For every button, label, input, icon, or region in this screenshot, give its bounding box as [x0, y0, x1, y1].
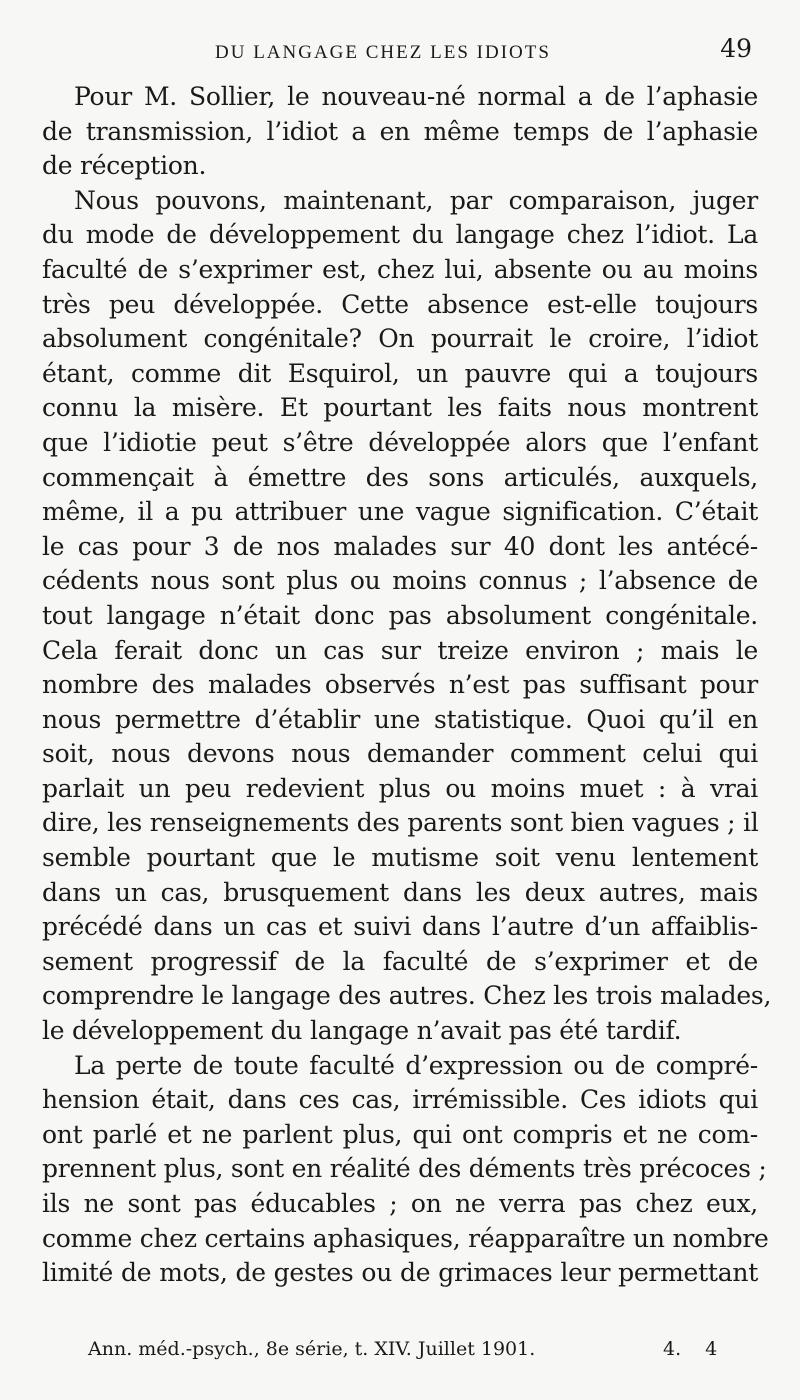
journal-reference: Ann. méd.-psych., 8e série, t. XIV. Juillet 1901. [88, 1338, 536, 1360]
text-line: étant, comme dit Esquirol, un pauvre qui a toujours [42, 358, 758, 388]
text-line: de transmission, l’idiot a en même temps de l’aphasie [42, 116, 758, 146]
text-line: nombre des malades observés n’est pas suffisant pour [42, 670, 758, 700]
text-line: soit, nous devons nous demander comment celui qui [42, 739, 758, 769]
text-line: ont parlé et ne parlent plus, qui ont compris et ne com- [42, 1119, 758, 1149]
text-line: ils ne sont pas éducables ; on ne verra pas chez eux, [42, 1189, 758, 1218]
page-number: 49 [720, 34, 752, 63]
text-line: Pour M. Sollier, le nouveau-né normal a de l’aphasie [74, 82, 758, 111]
text-line: dans un cas, brusquement dans les deux autres, mais [42, 877, 758, 907]
text-line: de réception. [42, 151, 207, 181]
text-line: absolument congénitale? On pourrait le croire, l’idiot [42, 324, 758, 354]
text-line: le développement du langage n’avait pas été tardif. [42, 1016, 682, 1046]
text-line: parlait un peu redevient plus ou moins muet : à vrai [42, 773, 758, 803]
text-line: le cas pour 3 de nos malades sur 40 dont les antécé- [42, 531, 758, 561]
text-line: nous permettre d’établir une statistique. Quoi qu’il en [42, 704, 758, 734]
text-line: La perte de toute faculté d’expression ou de compré- [74, 1050, 758, 1080]
text-line: Nous pouvons, maintenant, par comparaison, juger [74, 185, 758, 215]
text-line: comme chez certains aphasiques, réapparaître un nombre [42, 1223, 769, 1253]
paragraph [42, 1049, 769, 1291]
text-line: commençait à émettre des sons articulés, auxquels, [42, 462, 758, 492]
signature-mark: 4. 4 [663, 1338, 718, 1360]
paragraph [42, 80, 758, 184]
text-line: Cela ferait donc un cas sur treize environ ; mais le [42, 635, 758, 665]
text-line: comprendre le langage des autres. Chez les trois malades, [42, 981, 772, 1011]
text-line: hension était, dans ces cas, irrémissible. Ces idiots qui [42, 1085, 758, 1115]
text-line: semble pourtant que le mutisme soit venu lentement [42, 843, 758, 873]
text-line: du mode de développement du langage chez l’idiot. La [42, 220, 758, 250]
text-line: que l’idiotie peut s’être développée alors que l’enfant [42, 427, 758, 457]
page-footer [0, 1334, 800, 1370]
text-line: prennent plus, sont en réalité des déments très précoces ; [42, 1154, 767, 1184]
page-header [0, 30, 800, 70]
body-text [42, 80, 772, 1291]
paragraph [42, 184, 772, 1049]
text-line: tout langage n’était donc pas absolument congénitale. [42, 600, 758, 630]
text-line: très peu développée. Cette absence est-elle toujours [42, 289, 758, 319]
text-line: connu la misère. Et pourtant les faits nous montrent [42, 393, 758, 423]
text-line: dire, les renseignements des parents sont bien vagues ; il [42, 808, 759, 838]
text-line: cédents nous sont plus ou moins connus ; l’absence de [42, 566, 758, 596]
text-line: faculté de s’exprimer est, chez lui, absente ou au moins [42, 254, 758, 284]
text-line: précédé dans un cas et suivi dans l’autre d’un affaiblis- [42, 912, 758, 942]
text-line: limité de mots, de gestes ou de grimaces leur permettant [42, 1258, 758, 1288]
text-line: même, il a pu attribuer une vague signification. C’était [42, 497, 758, 527]
text-line: sement progressif de la faculté de s’exprimer et de [42, 946, 758, 976]
running-title: DU LANGAGE CHEZ LES IDIOTS [215, 42, 551, 63]
